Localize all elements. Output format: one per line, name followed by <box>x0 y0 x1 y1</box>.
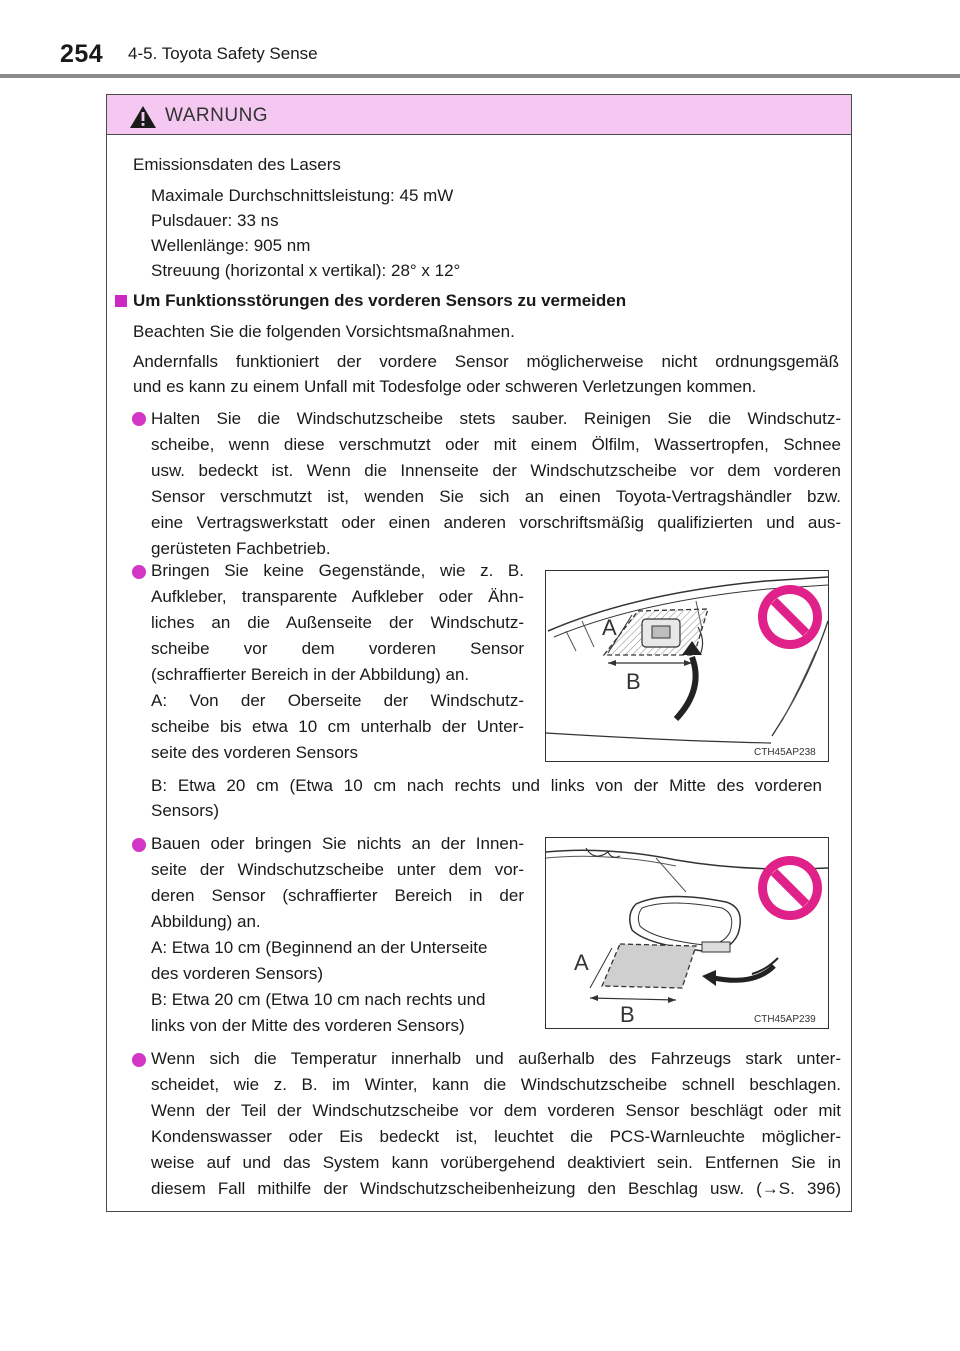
bullet2-line: Bringen Sie keine Gegenstände, wie z. B. <box>151 561 524 580</box>
bullet2-b-line: B: Etwa 20 cm (Etwa 10 cm nach rechts und links von der Mitte des vorderen <box>151 776 822 795</box>
bullet-dot-icon <box>132 838 146 852</box>
figure2-label-a: A <box>574 950 589 975</box>
figure1-label-a: A <box>602 615 617 640</box>
bullet3-line: links von der Mitte des vorderen Sensors) <box>151 1016 465 1035</box>
figure-windshield-exterior <box>545 570 829 762</box>
laser-line: Pulsdauer: 33 ns <box>151 211 279 230</box>
warning-header <box>107 95 851 135</box>
section-intro: Beachten Sie die folgenden Vorsichtsmaßnahmen. <box>133 322 515 341</box>
bullet2-line: (schraffierter Bereich in der Abbildung) an. <box>151 665 470 684</box>
bullet2-line: liches an die Außenseite der Windschutz- <box>151 613 524 632</box>
windshield-exterior-illustration <box>546 571 829 762</box>
header-rule <box>0 74 960 78</box>
section-consequence-line: und es kann zu einem Unfall mit Todesfolge oder schweren Verletzungen kommen. <box>133 377 757 396</box>
bullet4-line: Wenn sich die Temperatur innerhalb und außerhalb des Fahrzeugs stark unter- <box>151 1049 841 1068</box>
bullet2-line: scheibe bis etwa 10 cm unterhalb der Unter- <box>151 717 524 736</box>
bullet2-line: A: Von der Oberseite der Windschutz- <box>151 691 524 710</box>
figure-windshield-interior <box>545 837 829 1029</box>
bullet1-line: scheibe, wenn diese verschmutzt oder mit einem Ölfilm, Wassertropfen, Schnee <box>151 435 841 454</box>
bullet1-line: Sensor verschmutzt ist, wenden Sie sich an einen Toyota-Vertragshändler bzw. <box>151 487 841 506</box>
bullet2-line: scheibe vor dem vorderen Sensor <box>151 639 524 658</box>
bullet2-line: seite des vorderen Sensors <box>151 743 358 762</box>
windshield-interior-illustration <box>546 838 829 1029</box>
bullet4-line: Wenn der Teil der Windschutzscheibe vor dem vorderen Sensor beschlägt oder mit <box>151 1101 841 1120</box>
warning-triangle-icon <box>129 105 157 129</box>
bullet4-line: diesem Fall mithilfe der Windschutzscheibenheizung den Beschlag usw. (→S. 396) <box>151 1179 841 1198</box>
bullet4-line: scheidet, wie z. B. im Winter, kann die Windschutzscheibe schnell beschlagen. <box>151 1075 841 1094</box>
warning-label: WARNUNG <box>165 105 269 126</box>
bullet1-line: usw. bedeckt ist. Wenn die Innenseite der Windschutzscheibe vor dem vorderen <box>151 461 841 480</box>
laser-line: Wellenlänge: 905 nm <box>151 236 311 255</box>
page-header <box>0 0 960 80</box>
laser-heading: Emissionsdaten des Lasers <box>133 155 341 174</box>
bullet2-line: Aufkleber, transparente Aufkleber oder Ähn- <box>151 587 524 606</box>
bullet1-line: Halten Sie die Windschutzscheibe stets sauber. Reinigen Sie die Windschutz- <box>151 409 841 428</box>
bullet3-line: seite der Windschutzscheibe unter dem vor- <box>151 860 524 879</box>
section-consequence-line: Andernfalls funktioniert der vordere Sensor möglicherweise nicht ordnungsgemäß <box>133 352 839 371</box>
bullet1-line: eine Vertragswerkstatt oder einen anderen vorschriftsmäßig qualifizierten und aus- <box>151 513 841 532</box>
bullet3-line: B: Etwa 20 cm (Etwa 10 cm nach rechts und <box>151 990 486 1009</box>
bullet1-line: gerüsteten Fachbetrieb. <box>151 539 331 558</box>
laser-line: Streuung (horizontal x vertikal): 28° x 12° <box>151 261 461 280</box>
laser-line: Maximale Durchschnittsleistung: 45 mW <box>151 186 454 205</box>
bullet3-line: des vorderen Sensors) <box>151 964 323 983</box>
figure2-label-b: B <box>620 1002 635 1027</box>
bullet3-line: deren Sensor (schraffierter Bereich in der <box>151 886 524 905</box>
figure2-code: CTH45AP239 <box>754 1014 816 1025</box>
bullet4-line: Kondenswasser oder Eis bedeckt ist, leuchtet die PCS-Warnleuchte möglicher- <box>151 1127 841 1146</box>
section-title: 4-5. Toyota Safety Sense <box>128 44 318 63</box>
section-heading: Um Funktionsstörungen des vorderen Sensors zu vermeiden <box>133 291 627 310</box>
bullet3-line: Abbildung) an. <box>151 912 261 931</box>
bullet2-b-line: Sensors) <box>151 801 220 820</box>
bullet3-line: Bauen oder bringen Sie nichts an der Innen- <box>151 834 524 853</box>
bullet3-line: A: Etwa 10 cm (Beginnend an der Unterseite <box>151 938 488 957</box>
section-square-icon <box>115 295 127 307</box>
bullet-dot-icon <box>132 412 146 426</box>
figure1-code: CTH45AP238 <box>754 747 816 758</box>
page-number: 254 <box>60 40 104 68</box>
bullet-dot-icon <box>132 1053 146 1067</box>
bullet-dot-icon <box>132 565 146 579</box>
bullet4-line: weise auf und das System kann vorübergehend deaktiviert sein. Entfernen Sie in <box>151 1153 841 1172</box>
figure1-label-b: B <box>626 669 641 694</box>
